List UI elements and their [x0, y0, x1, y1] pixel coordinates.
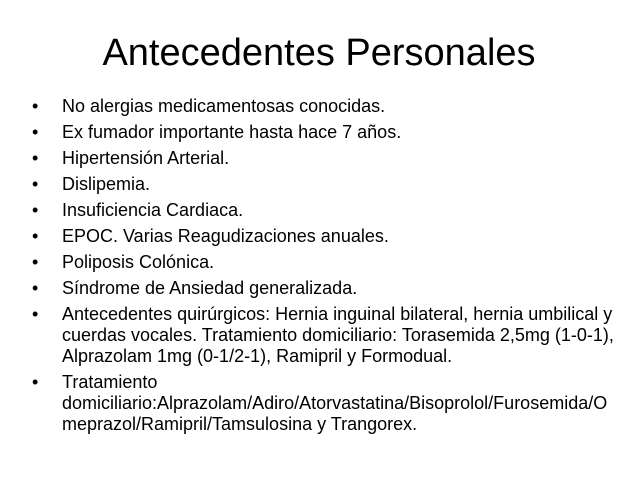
- list-item: [32, 252, 622, 273]
- list-item: [32, 226, 622, 247]
- bullet-icon: •: [32, 278, 39, 298]
- list-item-text: Insuficiencia Cardiaca.: [62, 200, 244, 220]
- bullet-icon: •: [32, 96, 39, 116]
- bullet-list: [32, 96, 622, 440]
- list-item: [32, 174, 622, 195]
- list-item: [32, 96, 622, 117]
- bullet-icon: •: [32, 148, 39, 168]
- list-item: [32, 122, 622, 143]
- bullet-icon: •: [32, 252, 39, 272]
- list-item-text: Dislipemia.: [62, 174, 151, 194]
- slide-title: Antecedentes Personales: [102, 32, 536, 74]
- list-item-text: Síndrome de Ansiedad generalizada.: [62, 278, 358, 298]
- list-item-text: Tratamiento domiciliario:Alprazolam/Adiro/Atorvastatina/Bisoprolol/Furosemida/Omeprazol/Ramipril/Tamsulosina y Trangorex.: [62, 372, 608, 434]
- list-item-text: Antecedentes quirúrgicos: Hernia inguinal bilateral, hernia umbilical y cuerdas vocales. Tratamiento domiciliario: Torasemida 2,5mg (1-0-1), Alprazolam 1mg (0-1/2-1), Ramipril y Formodual.: [62, 304, 614, 366]
- list-item-text: Ex fumador importante hasta hace 7 años.: [62, 122, 402, 142]
- bullet-icon: •: [32, 122, 39, 142]
- list-item-text: EPOC. Varias Reagudizaciones anuales.: [62, 226, 389, 246]
- list-item: [32, 304, 622, 367]
- list-item: [32, 148, 622, 169]
- list-item-text: No alergias medicamentosas conocidas.: [62, 96, 386, 116]
- list-item: [32, 278, 622, 299]
- list-item: [32, 200, 622, 221]
- list-item-text: Poliposis Colónica.: [62, 252, 215, 272]
- bullet-icon: •: [32, 226, 39, 246]
- bullet-icon: •: [32, 174, 39, 194]
- list-item: [32, 372, 622, 435]
- list-item-text: Hipertensión Arterial.: [62, 148, 230, 168]
- bullet-icon: •: [32, 200, 39, 220]
- bullet-icon: •: [32, 372, 39, 392]
- bullet-icon: •: [32, 304, 39, 324]
